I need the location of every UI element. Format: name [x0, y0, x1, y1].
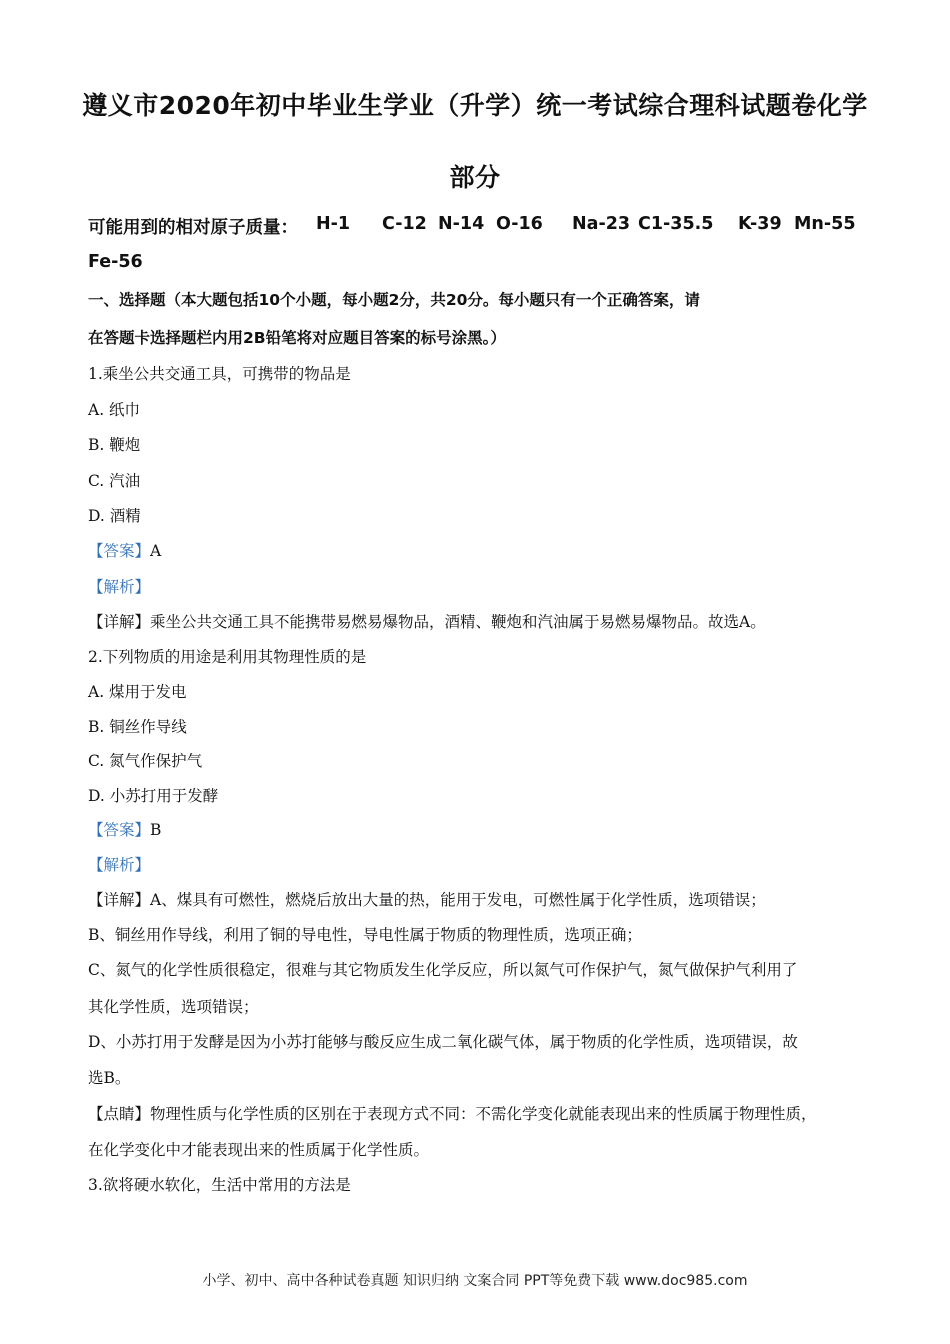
question-2-option-c: C. 氮气作保护气: [88, 752, 203, 770]
question-2-stem: 2.下列物质的用途是利用其物理性质的是: [88, 648, 367, 666]
question-2-detail-line: 其化学性质，选项错误；: [88, 998, 259, 1016]
section-heading-continued: 在答题卡选择题栏内用2B铅笔将对应题目答案的标号涂黑。）: [88, 329, 506, 347]
answer-tag: 【答案】: [88, 821, 151, 839]
atomic-mass-item: H-1: [316, 214, 351, 234]
question-2-detail-line: 【详解】A、煤具有可燃性，燃烧后放出大量的热，能用于发电，可燃性属于化学性质，选项错误；: [88, 891, 766, 909]
atomic-mass-item: Na-23: [572, 214, 631, 234]
answer-value: A: [150, 542, 162, 560]
atomic-mass-item: O-16: [496, 214, 543, 234]
section-heading: 一、选择题（本大题包括10个小题，每小题2分，共20分。每小题只有一个正确答案，请: [88, 291, 700, 309]
question-2-detail-line: 选B。: [88, 1069, 131, 1087]
question-1-option-a: A. 纸巾: [88, 401, 141, 419]
question-2-option-d: D. 小苏打用于发酵: [88, 787, 219, 805]
question-2-comment-line: 【点睛】物理性质与化学性质的区别在于表现方式不同：不需化学变化就能表现出来的性质属于物理性质，: [88, 1105, 817, 1123]
question-2-comment-line: 在化学变化中才能表现出来的性质属于化学性质。: [88, 1141, 430, 1159]
atomic-masses-label: 可能用到的相对原子质量：: [88, 218, 298, 238]
question-2-detail-line: C、氮气的化学性质很稳定，很难与其它物质发生化学反应，所以氮气可作保护气，氮气做保护气利用了: [88, 961, 798, 979]
answer-value: B: [150, 821, 162, 839]
question-2-analysis-tag: 【解析】: [88, 856, 151, 874]
page-title-continued: 部分: [449, 163, 501, 192]
atomic-mass-item: C-12: [382, 214, 427, 234]
question-2-detail-line: D、小苏打用于发酵是因为小苏打能够与酸反应生成二氧化碳气体，属于物质的化学性质，选项错误，故: [88, 1033, 798, 1051]
atomic-mass-item: N-14: [438, 214, 485, 234]
page-title: 遵义市2020年初中毕业生学业（升学）统一考试综合理科试题卷化学: [82, 91, 868, 120]
answer-tag: 【答案】: [88, 542, 151, 560]
question-2-detail-line: B、铜丝用作导线，利用了铜的导电性，导电性属于物质的物理性质，选项正确；: [88, 926, 642, 944]
question-1-option-b: B. 鞭炮: [88, 436, 141, 454]
atomic-mass-item: K-39: [738, 214, 782, 234]
atomic-mass-item: C1-35.5: [638, 214, 714, 234]
question-1-analysis-tag: 【解析】: [88, 578, 151, 596]
question-1-stem: 1.乘坐公共交通工具，可携带的物品是: [88, 365, 351, 383]
question-1-answer: [88, 539, 868, 561]
question-2-answer: [88, 818, 868, 840]
question-3-stem: 3.欲将硬水软化，生活中常用的方法是: [88, 1176, 351, 1194]
question-2-option-b: B. 铜丝作导线: [88, 718, 187, 736]
question-1-option-d: D. 酒精: [88, 507, 141, 525]
question-1-option-c: C. 汽油: [88, 472, 141, 490]
page-footer: 小学、初中、高中各种试卷真题 知识归纳 文案合同 PPT等免费下载 www.doc985.com: [202, 1273, 748, 1289]
atomic-mass-item: Mn-55: [794, 214, 856, 234]
question-1-detail: 【详解】乘坐公共交通工具不能携带易燃易爆物品，酒精、鞭炮和汽油属于易燃易爆物品。故选A。: [88, 613, 766, 631]
question-2-option-a: A. 煤用于发电: [88, 683, 187, 701]
atomic-mass-item: Fe-56: [88, 252, 143, 272]
